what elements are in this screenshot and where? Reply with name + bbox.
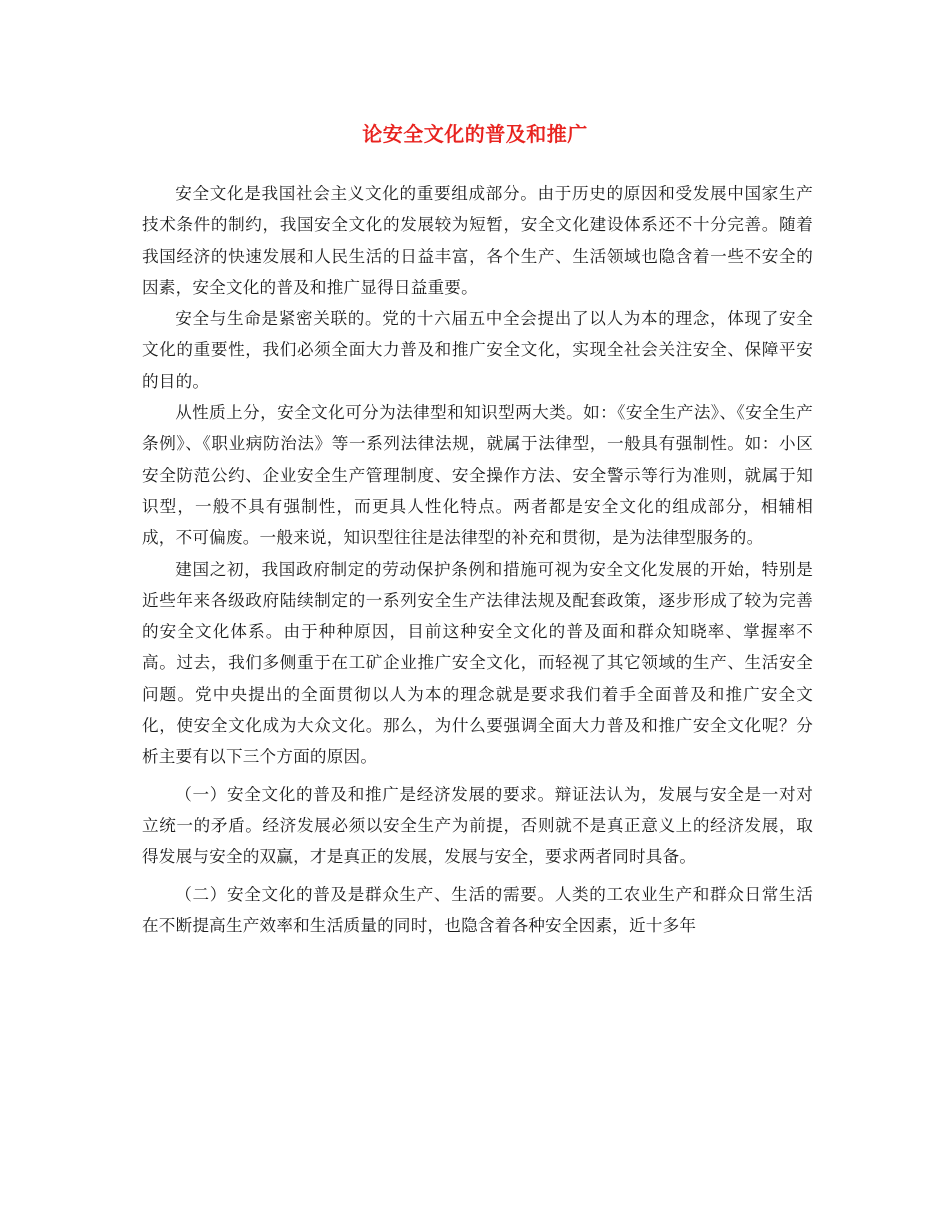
document-title: 论安全文化的普及和推广 xyxy=(362,122,588,146)
paragraph-1: 安全文化是我国社会主义文化的重要组成部分。由于历史的原因和受发展中国家生产技术条件的制约，我国安全文化的发展较为短暂，安全文化建设体系还不十分完善。随着我国经济的快速发展和人民生活的日益丰富，各个生产、生活领域也隐含着一些不安全的因素，安全文化的普及和推广显得日益重要。 xyxy=(142,184,813,297)
paragraph-5: （一）安全文化的普及和推广是经济发展的要求。辩证法认为，发展与安全是一对对立统一的矛盾。经济发展必须以安全生产为前提，否则就不是真正意义上的经济发展，取得发展与安全的双赢，才是真正的发展，发展与安全，要求两者同时具备。 xyxy=(142,784,813,867)
paragraph-6: （二）安全文化的普及是群众生产、生活的需要。人类的工农业生产和群众日常生活在不断提高生产效率和生活质量的同时，也隐含着各种安全因素，近十多年 xyxy=(142,884,813,935)
document-body xyxy=(142,178,813,941)
paragraph-4: 建国之初，我国政府制定的劳动保护条例和措施可视为安全文化发展的开始，特别是近些年来各级政府陆续制定的一系列安全生产法律法规及配套政策，逐步形成了较为完善的安全文化体系。由于种种原因，目前这种安全文化的普及面和群众知晓率、掌握率不高。过去，我们多侧重于在工矿企业推广安全文化，而轻视了其它领域的生产、生活安全问题。党中央提出的全面贯彻以人为本的理念就是要求我们着手全面普及和推广安全文化，使安全文化成为大众文化。那么，为什么要强调全面大力普及和推广安全文化呢？分析主要有以下三个方面的原因。 xyxy=(142,559,813,767)
paragraph-3: 从性质上分，安全文化可分为法律型和知识型两大类。如：《安全生产法》、《安全生产条例》、《职业病防治法》等一系列法律法规，就属于法律型，一般具有强制性。如：小区安全防范公约、企业安全生产管理制度、安全操作方法、安全警示等行为准则，就属于知识型，一般不具有强制性，而更具人性化特点。两者都是安全文化的组成部分，相辅相成，不可偏废。一般来说，知识型往往是法律型的补充和贯彻，是为法律型服务的。 xyxy=(142,403,813,548)
paragraph-2: 安全与生命是紧密关联的。党的十六届五中全会提出了以人为本的理念，体现了安全文化的重要性，我们必须全面大力普及和推广安全文化，实现全社会关注安全、保障平安的目的。 xyxy=(142,309,813,391)
